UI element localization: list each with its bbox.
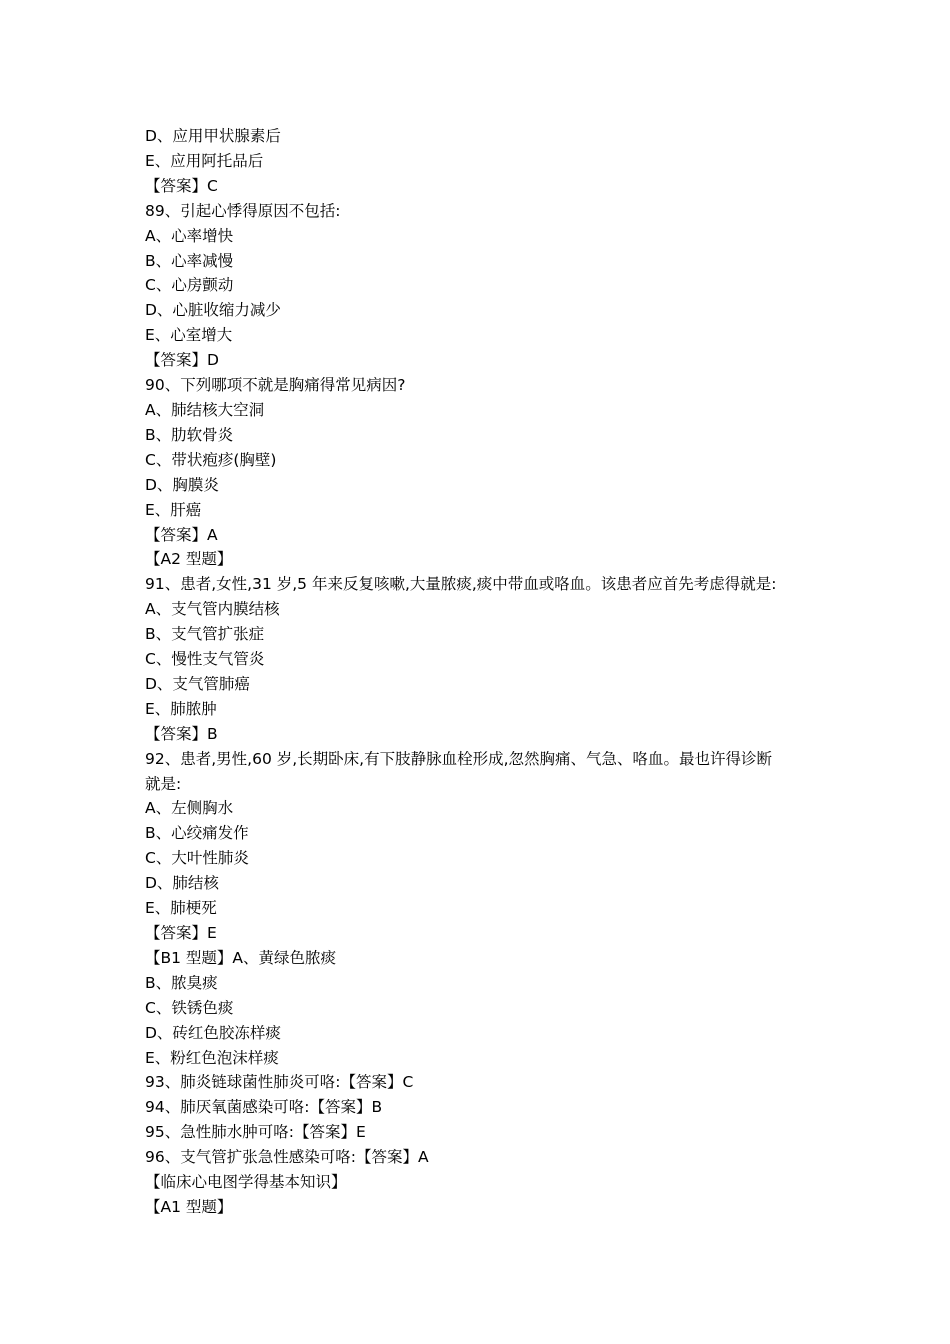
text-line: E、应用阿托品后 — [145, 151, 264, 170]
option-line: B、心率减慢 — [145, 251, 234, 270]
question-line: 94、肺厌氧菌感染可咯:【答案】B — [145, 1098, 383, 1117]
answer-line: 【答案】A — [145, 525, 218, 544]
question-line: 92、患者,男性,60 岁,长期卧床,有下肢静脉血栓形成,忽然胸痛、气急、咯血。最也许得诊断 — [145, 749, 773, 768]
option-line: A、支气管内膜结核 — [145, 600, 280, 619]
option-line: E、肺梗死 — [145, 899, 217, 918]
option-line: E、粉红色泡沫样痰 — [145, 1048, 279, 1067]
option-line: A、左侧胸水 — [145, 799, 234, 818]
option-line: D、胸膜炎 — [145, 475, 219, 494]
document-text — [145, 124, 825, 1220]
text-line: D、应用甲状腺素后 — [145, 127, 281, 145]
section-heading: 【A1 型题】 — [145, 1197, 233, 1216]
option-line: C、大叶性肺炎 — [145, 849, 249, 868]
option-line: A、肺结核大空洞 — [145, 400, 265, 419]
section-heading: 【临床心电图学得基本知识】 — [145, 1173, 347, 1192]
option-line: C、慢性支气管炎 — [145, 650, 265, 669]
option-line: B、肋软骨炎 — [145, 425, 234, 444]
section-heading: 【B1 型题】A、黄绿色脓痰 — [145, 948, 337, 967]
option-line: B、心绞痛发作 — [145, 824, 249, 843]
question-line-continued: 就是: — [145, 774, 182, 793]
question-line: 96、支气管扩张急性感染可咯:【答案】A — [145, 1148, 429, 1167]
option-line: C、心房颤动 — [145, 276, 234, 295]
answer-line: 【答案】B — [145, 724, 218, 743]
option-line: D、肺结核 — [145, 874, 219, 893]
section-heading: 【A2 型题】 — [145, 550, 233, 569]
question-line: 95、急性肺水肿可咯:【答案】E — [145, 1123, 366, 1142]
answer-line: 【答案】E — [145, 924, 217, 942]
answer-line: 【答案】D — [145, 351, 219, 370]
question-line: 89、引起心悸得原因不包括: — [145, 201, 341, 220]
answer-line: 【答案】C — [145, 176, 218, 195]
option-line: E、肺脓肿 — [145, 699, 217, 718]
option-line: D、心脏收缩力减少 — [145, 301, 281, 320]
question-line: 90、下列哪项不就是胸痛得常见病因? — [145, 376, 406, 395]
option-line: D、支气管肺癌 — [145, 674, 250, 693]
option-line: B、支气管扩张症 — [145, 625, 265, 644]
question-line: 91、患者,女性,31 岁,5 年来反复咳嗽,大量脓痰,痰中带血或咯血。该患者应首先考虑得就是: — [145, 575, 777, 594]
option-line: D、砖红色胶冻样痰 — [145, 1023, 281, 1042]
option-line: C、带状疱疹(胸壁) — [145, 450, 277, 469]
option-line: A、心率增快 — [145, 226, 234, 245]
option-line: E、肝癌 — [145, 500, 202, 519]
option-line: C、铁锈色痰 — [145, 998, 234, 1017]
question-line: 93、肺炎链球菌性肺炎可咯:【答案】C — [145, 1073, 414, 1092]
option-line: B、脓臭痰 — [145, 973, 218, 992]
option-line: E、心室增大 — [145, 326, 233, 345]
